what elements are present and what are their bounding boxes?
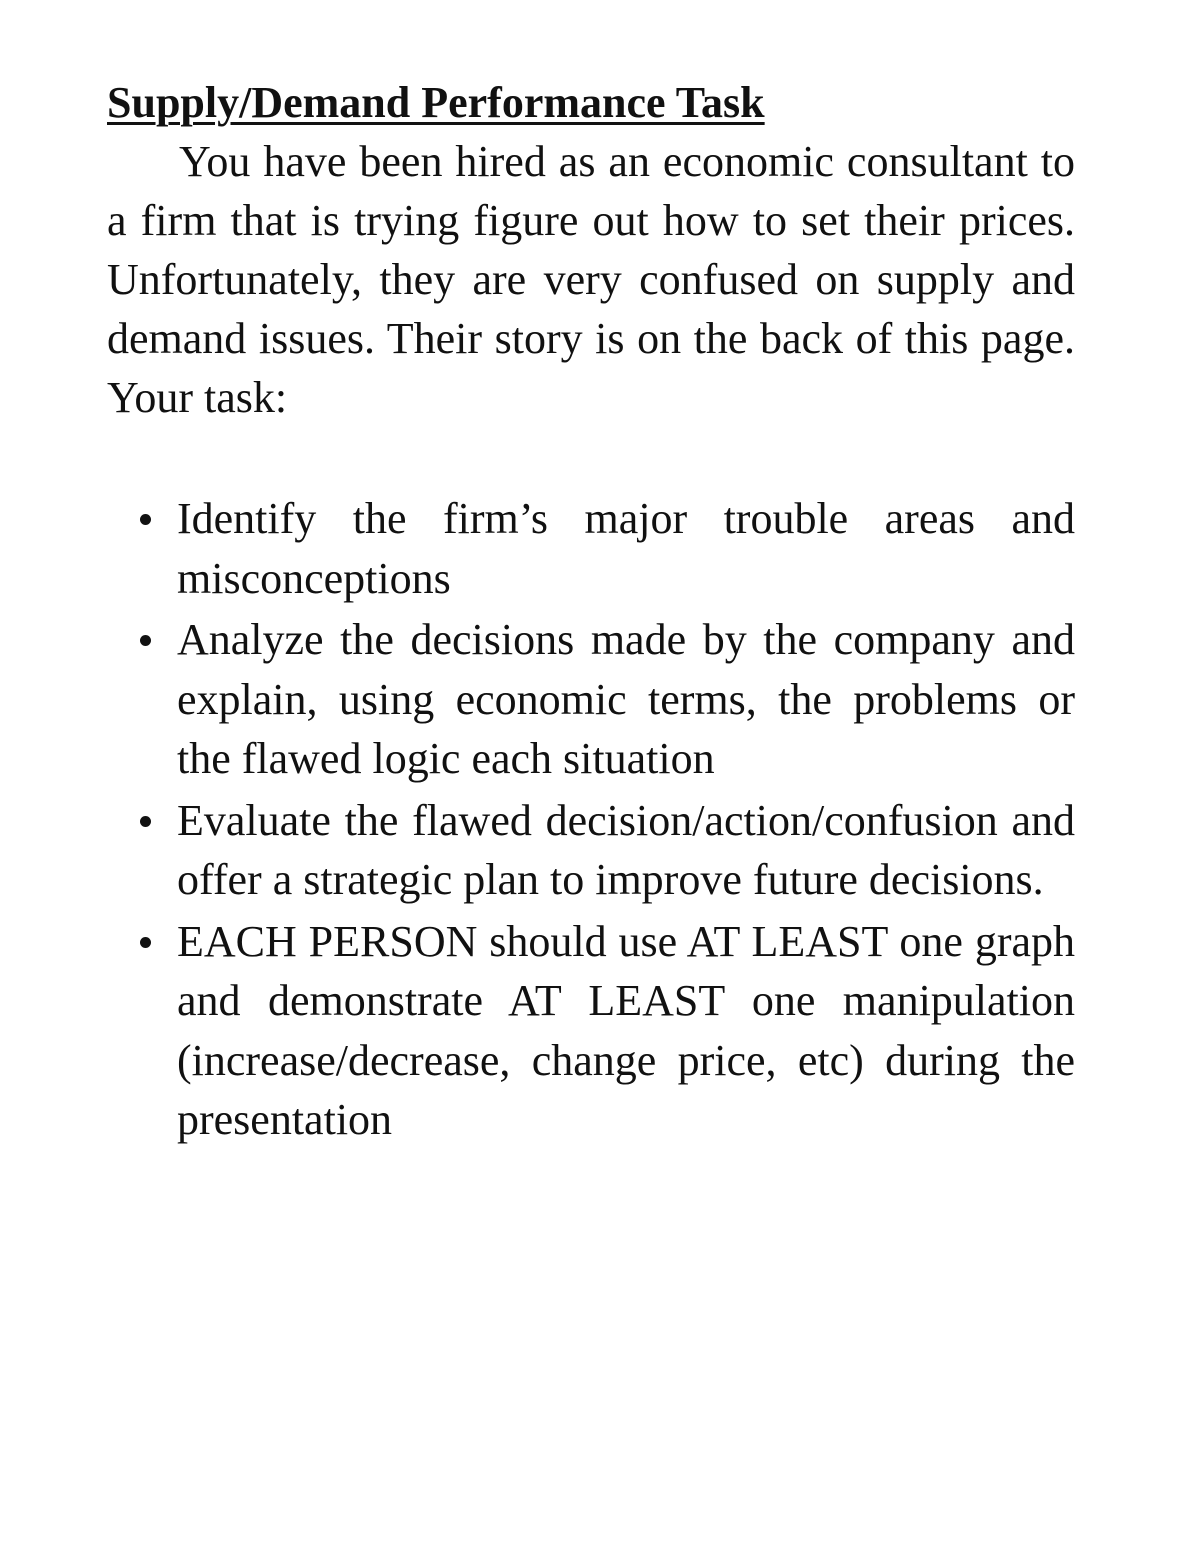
task-item xyxy=(107,610,1075,789)
bullet-icon xyxy=(140,514,151,525)
task-text: EACH PERSON should use AT LEAST one graph and demonstrate AT LEAST one manipulation (increase/decrease, change price, etc) during the presentation xyxy=(177,916,1075,1144)
bullet-icon xyxy=(140,635,151,646)
task-text: Identify the firm’s major trouble areas and misconceptions xyxy=(177,494,1075,603)
bullet-icon xyxy=(140,816,151,827)
task-item xyxy=(107,489,1075,608)
task-text: Evaluate the flawed decision/action/confusion and offer a strategic plan to improve future decisions. xyxy=(177,795,1075,904)
task-list xyxy=(107,489,1075,1150)
task-text: Analyze the decisions made by the company and explain, using economic terms, the problems or the flawed logic each situation xyxy=(177,615,1075,783)
intro-paragraph: You have been hired as an economic consultant to a firm that is trying figure out how to set their prices. Unfortunately, they are very confused on supply and demand issues. Their story is on the back of this page. Your task: xyxy=(107,137,1075,422)
task-item xyxy=(107,791,1075,910)
task-item xyxy=(107,912,1075,1150)
document-page xyxy=(107,74,1075,1152)
document-title: Supply/Demand Performance Task xyxy=(107,78,765,127)
bullet-icon xyxy=(140,937,151,948)
